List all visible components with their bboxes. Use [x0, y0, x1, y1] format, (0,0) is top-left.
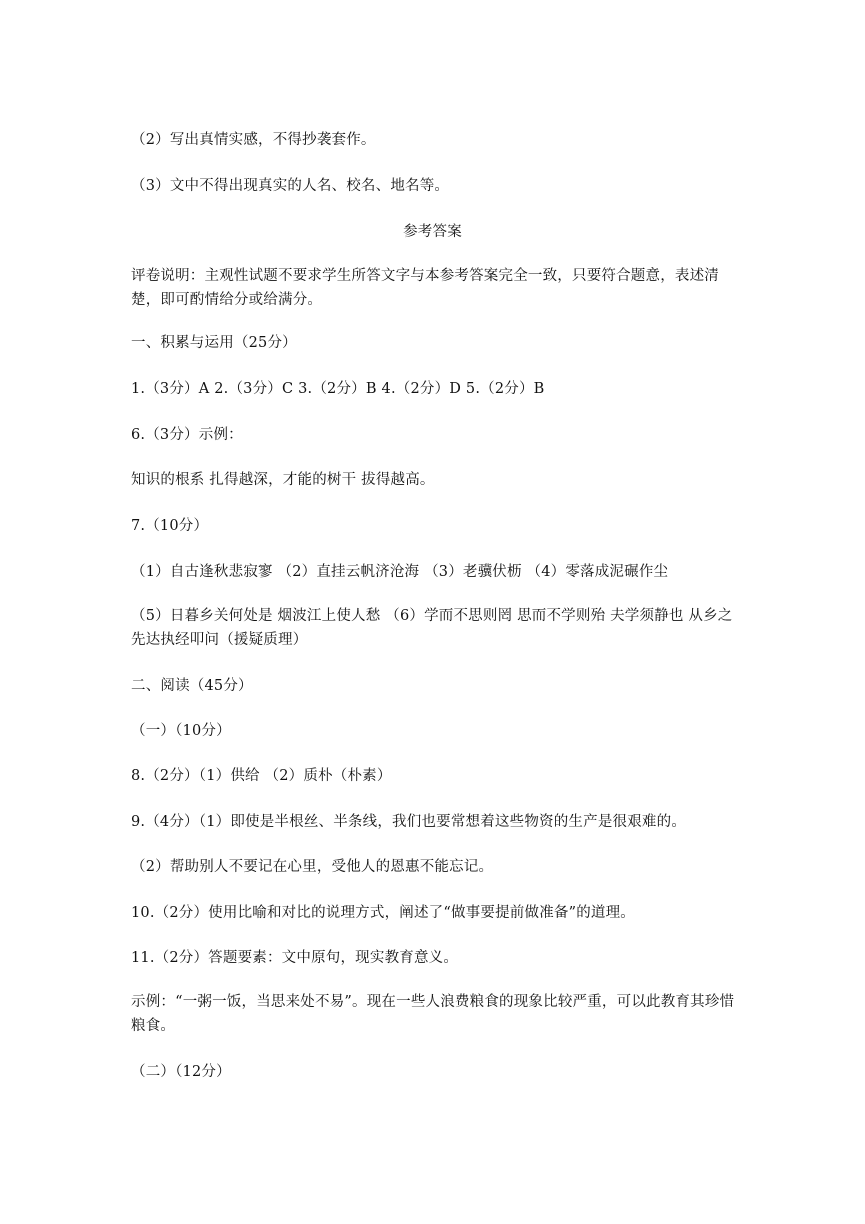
requirement-3: （3）文中不得出现真实的人名、校名、地名等。: [131, 178, 450, 194]
section-title-answers: 参考答案: [403, 224, 462, 240]
answer-7-heading: 7.（10分）: [131, 518, 209, 534]
requirement-2: （2）写出真情实感，不得抄袭套作。: [131, 132, 376, 148]
answer-6-heading: 6.（3分）示例：: [131, 427, 243, 443]
answer-6-example: 知识的根系 扎得越深，才能的树干 拔得越高。: [131, 472, 435, 488]
subsection-2-heading: （二）（12分）: [131, 1064, 231, 1080]
grading-note: 评卷说明：主观性试题不要求学生所答文字与本参考答案完全一致，只要符合题意，表述清楚，即可酌情给分或给满分。: [131, 268, 719, 308]
subsection-1-heading: （一）（10分）: [131, 723, 231, 739]
part-1-heading: 一、积累与运用（25分）: [131, 335, 297, 351]
part-2-heading: 二、阅读（45分）: [131, 678, 253, 694]
answer-9-part-1: 9.（4分）（1）即使是半根丝、半条线，我们也要常想着这些物资的生产是很艰难的。: [131, 814, 687, 830]
answer-9-part-2: （2）帮助别人不要记在心里，受他人的恩惠不能忘记。: [131, 859, 494, 875]
answer-10: 10.（2分）使用比喻和对比的说理方式，阐述了“做事要提前做准备”的道理。: [131, 905, 636, 921]
answer-7-items-5-6: （5）日暮乡关何处是 烟波江上使人愁 （6）学而不思则罔 思而不学则殆 夫学须静也 从乡之先达执经叩问（援疑质理）: [131, 608, 733, 648]
answer-7-items-1-4: （1）自古逢秋悲寂寥 （2）直挂云帆济沧海 （3）老骥伏枥 （4）零落成泥碾作尘: [131, 564, 669, 580]
answer-11-example: 示例：“一粥一饭，当思来处不易”。现在一些人浪费粮食的现象比较严重，可以此教育其珍惜粮食。: [131, 994, 735, 1034]
answer-8: 8.（2分）（1）供给 （2）质朴（朴素）: [131, 768, 392, 784]
answer-11-heading: 11.（2分）答题要素：文中原句，现实教育意义。: [131, 950, 459, 966]
answers-1-5: 1.（3分）A 2.（3分）C 3.（2分）B 4.（2分）D 5.（2分）B: [131, 381, 545, 397]
